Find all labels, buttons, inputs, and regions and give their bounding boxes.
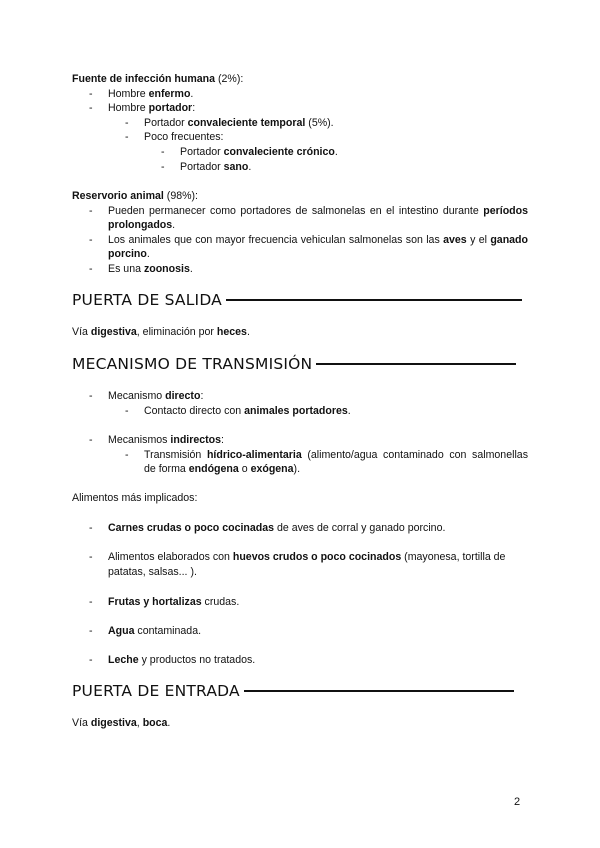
- fuente-title: Fuente de infección humana (2%):: [72, 73, 244, 85]
- alimentos-item: [72, 624, 528, 639]
- list-item: - Mecanismos indirectos:: [108, 433, 528, 448]
- list-item: - Poco frecuentes:: [144, 130, 528, 145]
- list-item: - Transmisión hídrico-alimentaria (alimento/agua contaminado con salmonellas de forma endógena o exógena).: [144, 448, 528, 477]
- transmision-directo: [72, 389, 528, 418]
- fuente-section: [72, 72, 528, 174]
- entrada-text: Vía digestiva, boca.: [72, 717, 171, 729]
- heading-rule: [226, 299, 522, 300]
- list-item: - Contacto directo con animales portadores.: [144, 404, 528, 419]
- salida-text: Vía digestiva, eliminación por heces.: [72, 326, 250, 338]
- reservorio-list: [72, 204, 528, 277]
- salida-section: [72, 325, 528, 340]
- list-item: - Es una zoonosis.: [108, 262, 528, 277]
- entrada-heading: PUERTA DE ENTRADA: [72, 681, 514, 701]
- page-number: 2: [514, 796, 521, 808]
- list-item: - Frutas y hortalizas crudas.: [108, 595, 528, 610]
- list-item: - Carnes crudas o poco cocinadas de aves de corral y ganado porcino.: [108, 521, 528, 536]
- alimentos-item: [72, 521, 528, 536]
- fuente-list: [72, 87, 528, 175]
- alimentos-item: [72, 653, 528, 668]
- transmision-indirecto: [72, 433, 528, 477]
- reservorio-section: [72, 189, 528, 277]
- list-item: - Hombre portador:: [108, 101, 528, 116]
- reservorio-title: Reservorio animal (98%):: [72, 190, 199, 202]
- list-item: - Alimentos elaborados con huevos crudos o poco cocinados (mayonesa, tortilla de patatas, salsas... ).: [108, 550, 528, 579]
- list-item: - Portador sano.: [180, 160, 528, 175]
- list-item: - Hombre enfermo.: [108, 87, 528, 102]
- list-item: - Leche y productos no tratados.: [108, 653, 528, 668]
- heading-rule: [244, 690, 514, 691]
- list-item: - Los animales que con mayor frecuencia vehiculan salmonelas son las aves y el ganado porcino.: [108, 233, 528, 262]
- list-item: - Portador convaleciente temporal (5%).: [144, 116, 528, 131]
- alimentos-item: [72, 595, 528, 610]
- list-item: - Portador convaleciente crónico.: [180, 145, 528, 160]
- list-item: - Pueden permanecer como portadores de salmonelas en el intestino durante períodos prolongados.: [108, 204, 528, 233]
- list-item: - Agua contaminada.: [108, 624, 528, 639]
- list-item: - Mecanismo directo:: [108, 389, 528, 404]
- salida-heading: PUERTA DE SALIDA: [72, 290, 522, 310]
- alimentos-item: [72, 550, 528, 579]
- heading-rule: [316, 363, 516, 364]
- transmision-heading: MECANISMO DE TRANSMISIÓN: [72, 354, 516, 374]
- alimentos-title: Alimentos más implicados:: [72, 492, 198, 504]
- entrada-section: [72, 716, 528, 731]
- alimentos-title-block: [72, 491, 528, 506]
